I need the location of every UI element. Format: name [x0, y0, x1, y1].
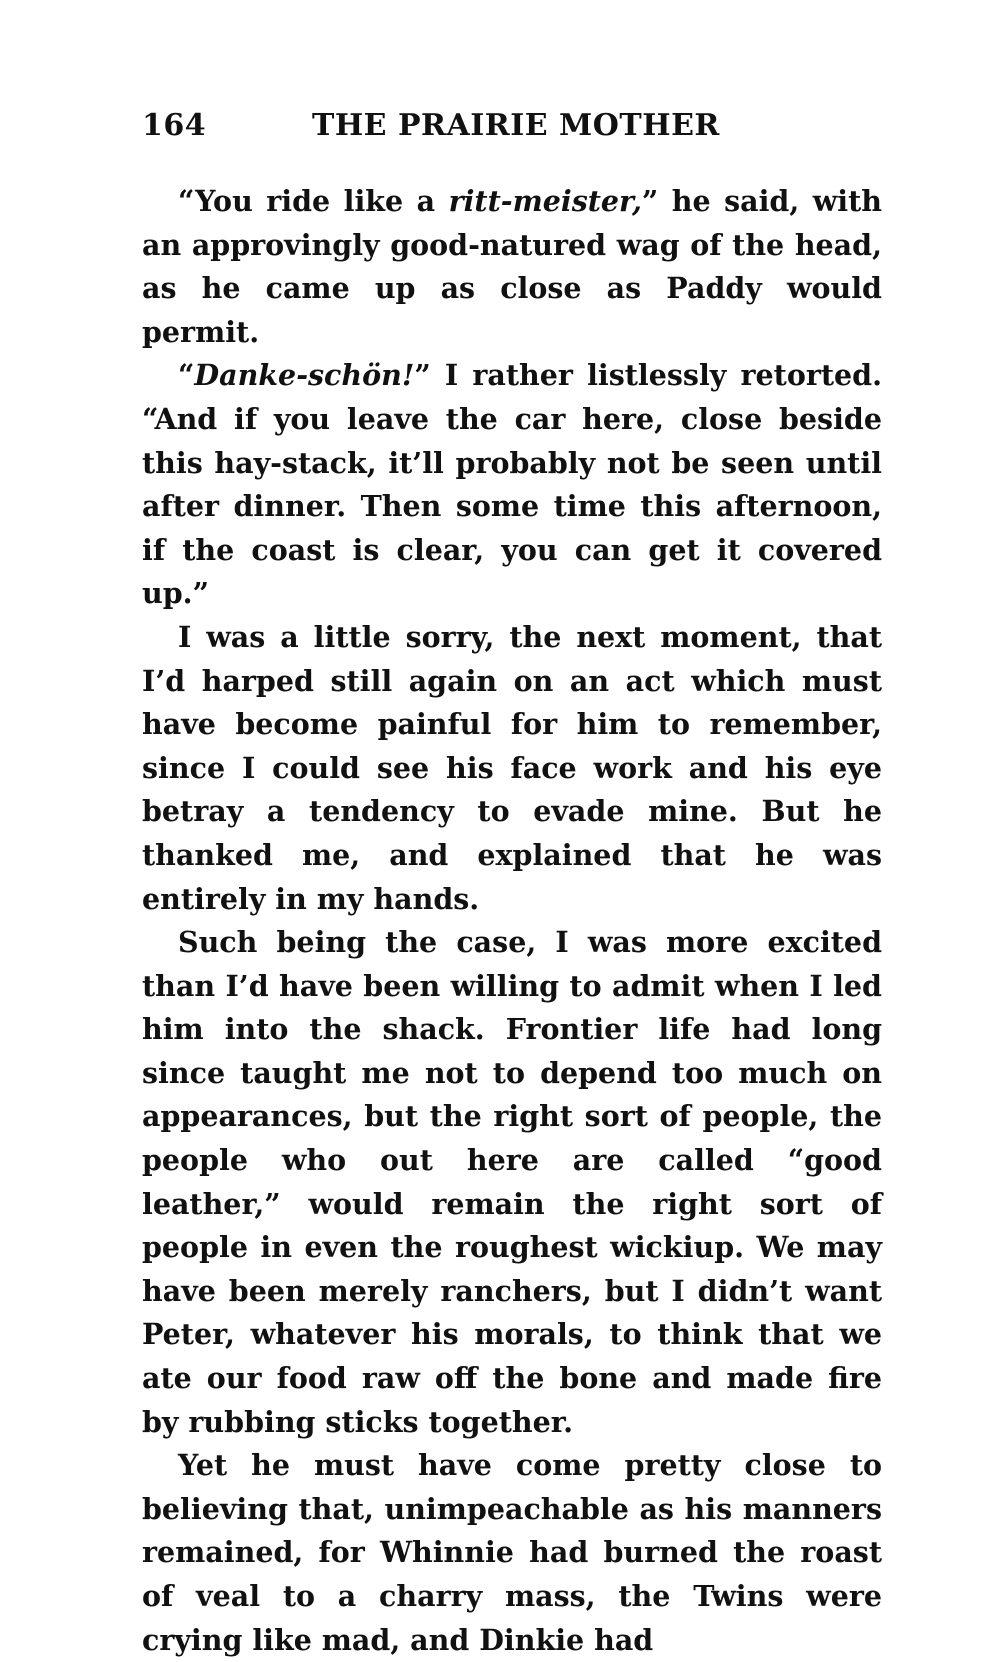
paragraph-5: Yet he must have come pretty close to believing that, unimpeachable as his manners remained, for Whinnie had burned the roast of veal to a charry mass, the Twins were crying like mad, and Dinkie had: [142, 1448, 882, 1657]
italic-term-ritt-meister: ritt-meister,: [448, 184, 642, 218]
body-text: [142, 180, 882, 1662]
italic-term-danke-schon: Danke-schön!: [194, 358, 415, 393]
paragraph-1-text-start: “You ride like a: [178, 184, 449, 218]
paragraph-2-text-end: ” I rather listlessly retorted. “And if you leave the car here, close beside this hay-stack, it’ll probably not be seen until after dinner. Then some time this afternoon, if the coast is clear, you can get it covered up.”: [142, 358, 882, 611]
paragraph-3: I was a little sorry, the next moment, that I’d harped still again on an act which must have become painful for him to remember, since I could see his face work and his eye betray a tendency to evade mine. But he thanked me, and explained that he was entirely in my hands.: [142, 619, 882, 916]
paragraph-2: [142, 354, 882, 616]
running-head: [142, 108, 882, 152]
paragraph-2-text-start: “: [178, 358, 195, 393]
paragraph-1: [142, 180, 882, 354]
page-number: 164: [142, 108, 207, 143]
book-page: [142, 108, 882, 1662]
paragraph-1-text-end: ” he said, with an approvingly good-natured wag of the head, as he came up as close as Paddy would permit.: [142, 184, 883, 349]
running-title: THE PRAIRIE MOTHER: [312, 108, 720, 143]
paragraph-4: Such being the case, I was more excited than I’d have been willing to admit when I led him into the shack. Frontier life had long since taught me not to depend too much on appearances, but the right sort of people, the people who out here are called “good leather,” would remain the right sort of people in even the roughest wickiup. We may have been merely ranchers, but I didn’t want Peter, whatever his morals, to think that we ate our food raw off the bone and made fire by rubbing sticks together.: [142, 925, 882, 1439]
